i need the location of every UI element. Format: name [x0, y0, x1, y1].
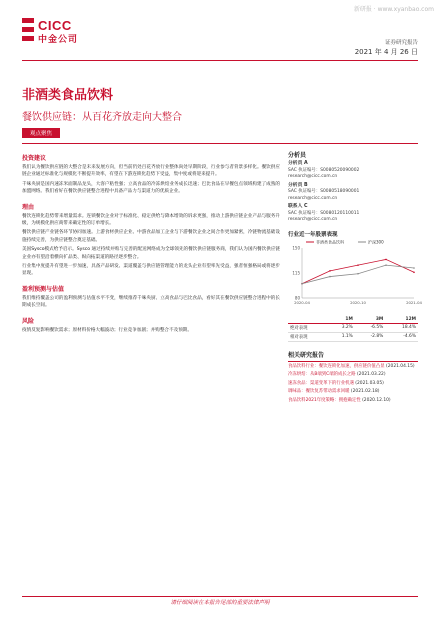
related-title[interactable]: 食品饮料行业：餐饮连锁化加速，供应链价值凸显 — [288, 363, 385, 369]
related-date: (2020.12.10) — [362, 397, 391, 403]
table-cell: 18.4% — [385, 323, 418, 332]
related-date: (2021.03.05) — [355, 380, 384, 386]
section-heading: 盈利预测与估值 — [22, 285, 65, 293]
data-point — [357, 264, 359, 266]
analyst-email[interactable]: research@cicc.com.cn — [288, 217, 338, 222]
data-point — [329, 270, 331, 272]
brand-cn: 中金公司 — [38, 35, 79, 45]
title-rule — [22, 143, 418, 144]
brand-en: CICC — [38, 18, 72, 33]
section-heading: 理由 — [22, 203, 35, 211]
table-cell: 1.1% — [327, 332, 355, 341]
analyst-card — [288, 183, 418, 203]
table-row — [288, 332, 418, 341]
legend-label: 非酒类食品饮料 — [316, 239, 344, 244]
series-line — [302, 259, 414, 283]
table-header-row — [288, 316, 418, 324]
report-type: 证券研究报告 — [384, 40, 418, 46]
paragraph: 美国Sysco模式给予启示。Sysco 通过持续并购与完善的配送网络成为全球领先的餐饮供应链服务商，我们认为国内餐饮供应链企业亦有望沿着横向扩品类、纵向拓渠道的路径逐步整合。 — [22, 247, 280, 260]
legend-label: 沪深300 — [368, 239, 384, 244]
paragraph: 我们维持覆盖公司的盈利预测与估值水平不变，继续推荐千味央厨、立高食品与巴比食品，看好其在餐饮供应链整合进程中的长期成长空间。 — [22, 295, 280, 309]
y-tick-label: 150 — [292, 245, 300, 250]
report-subtitle: 餐饮供应链：从百花齐放走向大整合 — [22, 112, 182, 123]
paragraph: 我们认为餐饮供应链的大整合是未来发展方向，但当前仍处百花齐放行业整体尚处早期阶段，行业参与者背景多样化。餐饮供应链企业通过标准化与规模化不断提升效率，有望在下游连锁化趋势下受益，集中度或将迎来提升。 — [22, 165, 280, 178]
table-cell: 绝对表现 — [288, 323, 327, 332]
table-header: 1M — [327, 316, 355, 324]
analyst-card — [288, 161, 418, 181]
related-date: (2021.03.22) — [356, 372, 386, 377]
table-header: 12M — [385, 316, 418, 324]
section-heading: 投资建议 — [22, 155, 47, 162]
analyst-email[interactable]: research@cicc.com.cn — [288, 174, 338, 179]
data-point — [357, 272, 359, 274]
table-cell: 相对表现 — [288, 332, 327, 341]
data-point — [301, 282, 303, 284]
analyst-name: 联系人 C — [288, 204, 308, 209]
analyst-email[interactable]: research@cicc.com.cn — [288, 195, 338, 201]
related-heading: 相关研究报告 — [288, 350, 418, 362]
related-report[interactable] — [288, 381, 418, 388]
data-point — [385, 258, 387, 260]
analyst-cert: SAC 执证编号：S0080520090002 — [288, 167, 360, 173]
rating-badge: 观点聚焦 — [22, 128, 60, 138]
performance-table — [288, 316, 418, 342]
data-point — [329, 275, 331, 277]
analyst-name: 分析员 A — [288, 161, 308, 166]
main-column — [22, 150, 280, 334]
related-date: (2021.02.18) — [350, 389, 380, 394]
paragraph: 行业集中度提升有望进一步加速，具备产品研发、渠道覆盖与供应链管理能力的龙头企业有望率先受益，强者恒强格局或将逐步显现。 — [22, 264, 280, 277]
y-tick-label: 80 — [294, 295, 300, 300]
table-header: 3M — [355, 316, 385, 324]
x-tick-label: 2020-10 — [350, 299, 366, 305]
performance-chart — [288, 238, 422, 308]
legal-footer: 请仔细阅读在本报告尾部的重要法律声明 — [170, 600, 270, 606]
data-point — [413, 271, 415, 273]
paragraph: 疫情反复影响餐饮需求；原材料价格大幅波动；行业竞争加剧；并购整合不及预期。 — [22, 327, 192, 333]
paragraph: 餐饮供应链产业链各环节协同加速。上游食材供应企业、中游食品加工企业与下游餐饮企业之间合作更加紧密，冷链物流基础设施持续完善，为供应链整合奠定基础。 — [22, 230, 280, 243]
table-row — [288, 323, 418, 332]
related-report[interactable] — [288, 389, 418, 396]
header-rule — [22, 60, 418, 61]
related-date: (2021.04.15) — [386, 363, 415, 369]
analyst-cert: SAC 执证编号：S0080518090001 — [288, 189, 360, 194]
table-header — [288, 316, 327, 324]
chart-title: 行业近一年股票表现 — [288, 231, 338, 238]
analyst-card — [288, 204, 418, 224]
data-point — [385, 264, 387, 266]
related-title[interactable]: 速冻食品：渠道变革下的行业机遇 — [288, 380, 354, 386]
analyst-cert: SAC 执证编号：S0080120110011 — [288, 210, 360, 216]
x-tick-label: 2021-04 — [406, 299, 422, 305]
related-title[interactable]: 食品饮料2021年度策略：拥抱确定性 — [288, 397, 361, 403]
table-cell: -2.8% — [355, 332, 385, 341]
related-report[interactable] — [288, 364, 418, 371]
related-report[interactable] — [288, 398, 418, 405]
logo-icon — [22, 18, 34, 42]
report-date: 2021 年 4 月 26 日 — [354, 48, 418, 56]
analyst-name: 分析员 B — [288, 182, 308, 188]
table-cell: -6.5% — [355, 323, 385, 332]
table-cell: 3.2% — [327, 323, 355, 332]
report-title: 非酒类食品饮料 — [22, 88, 114, 103]
table-cell: -4.6% — [385, 332, 418, 341]
x-tick-label: 2020-04 — [294, 299, 310, 305]
related-report[interactable] — [288, 372, 418, 379]
data-point — [413, 267, 415, 269]
y-tick-label: 115 — [292, 270, 300, 275]
sidebar — [288, 150, 422, 404]
related-title[interactable]: 冷冻烘焙：从B端到C端的成长之路 — [288, 372, 356, 377]
section-heading: 风险 — [22, 317, 35, 325]
watermark: 新研报 · www.xyanbao.com — [353, 6, 434, 13]
analysts-heading: 分析员 — [288, 152, 307, 159]
paragraph: 千味央厨是国内速冻米面制品龙头，大客户粘性强；立高食品的冷冻烘焙业务成长迅速；巴比食品在早餐包点领域构建了成熟的加盟网络。我们看好在餐饮供应链整合进程中具备产品力与渠道力的优质企业。 — [22, 181, 280, 195]
related-title[interactable]: 调味品：餐饮复苏带动需求回暖 — [288, 389, 350, 394]
paragraph: 餐饮连锁化趋势带来增量需求。连锁餐饮企业对于标准化、稳定供给与降本增效的诉求更强，推动上游供应链企业产品与服务升级，为规模化供应商带来确定性的订单增长。 — [22, 213, 280, 227]
